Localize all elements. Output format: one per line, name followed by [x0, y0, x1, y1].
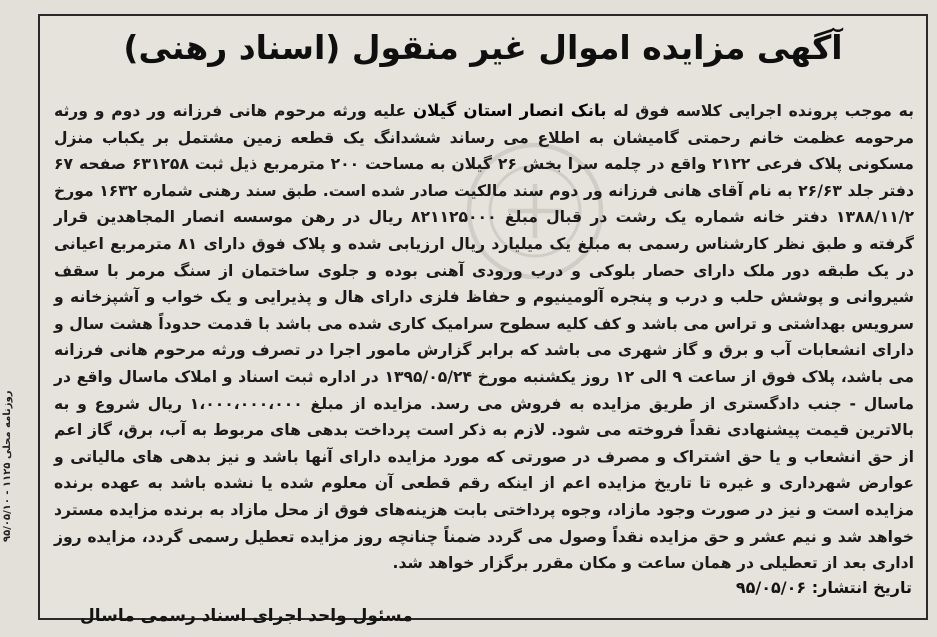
notice-title: آگهی مزایده اموال غیر منقول (اسناد رهنی)	[123, 28, 843, 67]
signature-line: مسئول واحد اجرای اسناد رسمی ماسال	[80, 606, 413, 626]
notice-body	[54, 98, 914, 577]
newspaper-side-label: روزنامه محلی ۱۱۲۵ - ۹۵/۰۵/۱۰	[2, 390, 13, 542]
publish-date: تاریخ انتشار: ۹۵/۰۵/۰۶	[735, 578, 912, 597]
text-prefix: به موجب پرونده اجرایی کلاسه فوق له	[606, 102, 914, 120]
notice-frame	[38, 14, 928, 626]
bank-name: بانک انصار استان گیلان	[413, 101, 607, 120]
text-body: علیه ورثه مرحوم هانی فرزانه ور دوم و ورثه مرحومه عظمت خانم رحمتی گامیشان به اطلاع می رساند ششدانگ یک قطعه زمین مشتمل بر یکباب منزل مسکونی پلاک فرعی ۲۱۲۲ واقع در چلمه سرا بخش ۲۶ گیلان به مساحت ۲۰۰ مترمربع ذیل ثبت ۶۳۱۲۵۸ صفحه ۶۷ دفتر جلد ۲۶/۶۳ به نام آقای هانی فرزانه ور دوم سند مالکیت صادر شده است. طبق سند رهنی شماره ۱۶۳۲ مورخ ۱۳۸۸/۱۱/۲ دفتر خانه شماره یک رشت در قبال مبلغ ۸۲۱۱۲۵۰۰۰ ریال در رهن موسسه انصار المجاهدین قرار گرفته و طبق نظر کارشناس رسمی به مبلغ یک میلیارد ریال ارزیابی شده و پلاک فوق دارای ۸۱ مترمربع اعیانی در یک طبقه دور ملک دارای حصار بلوکی و درب ورودی آهنی بوده و جلوی ساختمان از سنگ مرمر با سقف شیروانی و پوشش حلب و درب و پنجره آلومینیوم و حفاظ فلزی دارای هال و پذیرایی و یک خواب و آشپزخانه و سرویس بهداشتی و تراس می باشد و کف کلیه سطوح سرامیک کاری شده می باشد با قدمت حدوداً هشت سال و دارای انشعابات آب و برق و گاز شهری می باشد که برابر گزارش مامور اجرا در تصرف ورثه مرحوم هانی فرزانه می باشد، پلاک فوق از ساعت ۹ الی ۱۲ روز یکشنبه مورخ ۱۳۹۵/۰۵/۲۴ در اداره ثبت اسناد و املاک ماسال واقع در ماسال - جنب دادگستری از طریق مزایده به فروش می رسد. مزایده از مبلغ ۱،۰۰۰،۰۰۰،۰۰۰ ریال شروع و به بالاترین قیمت پیشنهادی نقداً فروخته می شود. لازم به ذکر است پرداخت بدهی های مربوط به آب، برق، گاز اعم از حق انشعاب و یا حق اشتراک و مصرف در صورتی که مورد مزایده دارای آنها باشد و نیز بدهی های مالیاتی و عوارض شهرداری و غیره تا تاریخ مزایده اعم از اینکه رقم قطعی آن معلوم شده یا نشده باشد به عهده برنده مزایده است و نیز در صورت وجود مازاد، وجوه پرداختی بابت هزینه‌های فوق از محل مازاد به برنده مزایده مسترد خواهد شد و نیم عشر و حق مزایده نقداً وصول می گردد ضمناً چنانچه روز مزایده تعطیل رسمی گردد، مزایده روز اداری بعد از تعطیلی در همان ساعت و مکان مقرر برگزار خواهد شد.	[54, 102, 914, 573]
